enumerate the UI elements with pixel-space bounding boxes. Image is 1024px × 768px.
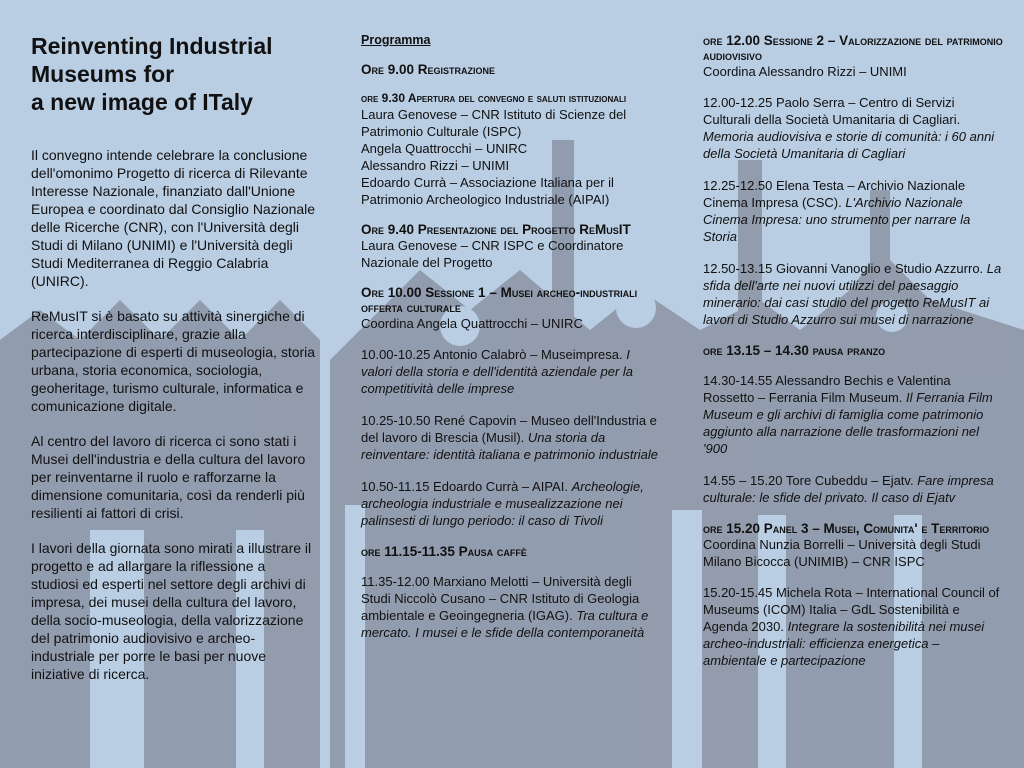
talk-speaker: 15.20-15.45 Michela Rota – International Council of Museums (ICOM) Italia – GdL Sostenibilità e Agenda 2030. bbox=[703, 585, 1000, 634]
talk-item bbox=[703, 584, 1003, 669]
opening-heading: ore 9.30 Apertura del convegno e saluti istituzionali bbox=[361, 91, 627, 105]
greeting-line: Edoardo Currà – Associazione Italiana per il Patrimonio Archeologico Industriale (AIPAI) bbox=[361, 175, 614, 207]
program-column-1 bbox=[361, 33, 661, 656]
session1-block bbox=[361, 285, 661, 332]
intro-paragraph: Il convegno intende celebrare la conclusione dell'omonimo Progetto di ricerca di Rilevante Interesse Nazionale, finanziato dall'Unione Europea e coordinato dal Consiglio Nazionale delle Ricerche (CNR), con l'Università degli Studi di Milano (UNIMI) e l'Università degli Studi Mediterranea di Reggio Calabria (UNIRC). bbox=[31, 147, 316, 289]
talk-title: Il Ferrania Film Museum e gli archivi di famiglia come patrimonio aggiunto alla narrazione delle trasformazioni nel '900 bbox=[703, 390, 993, 456]
session1-heading: Ore 10.00 Sessione 1 – Musei archeo-industriali offerta culturale bbox=[361, 285, 638, 315]
registration-block bbox=[361, 62, 661, 77]
session2-block bbox=[703, 33, 1003, 80]
talk-item bbox=[703, 94, 1003, 162]
session2-heading: ore 12.00 Sessione 2 – Valorizzazione del patrimonio audiovisivo bbox=[703, 33, 1003, 63]
talk-item bbox=[703, 260, 1003, 328]
coordinator-line: Coordina Alessandro Rizzi – UNIMI bbox=[703, 64, 907, 79]
talk-title: Memoria audiovisiva e storie di comunità: i 60 anni della Società Umanitaria di Cagliari bbox=[703, 129, 995, 161]
program-column-2 bbox=[703, 33, 1003, 684]
opening-block bbox=[361, 91, 661, 208]
talk-item bbox=[703, 472, 1003, 506]
intro-paragraph: I lavori della giornata sono mirati a illustrare il progetto e ad allargare la riflessione a studiosi ed esperti nel settore degli archivi di impresa, dei musei della cultura del lavoro, della socio-museologia, della valorizzazione del patrimonio audiovisivo e archeo-industriale per porre le basi per nuove iniziative di ricerca. bbox=[31, 540, 312, 682]
talk-title: Fare impresa culturale: le sfide del privato. Il caso di Ejatv bbox=[703, 473, 994, 505]
talk-item bbox=[361, 573, 661, 641]
talk-title: Integrare la sostenibilità nei musei archeo-industriali: efficienza energetica – ambientale e partecipazione bbox=[703, 619, 985, 668]
talk-title: Una storia da reinventare: identità italiana e patrimonio industriale bbox=[361, 430, 659, 462]
panel3-block bbox=[703, 521, 1003, 570]
title-line: Museums for bbox=[31, 61, 175, 87]
title-line: Reinventing Industrial bbox=[31, 33, 273, 59]
talk-title: Archeologie, archeologia industriale e musealizzazione nei palinsesti di lungo periodo: il caso di Tivoli bbox=[361, 479, 644, 528]
talk-speaker: 12.50-13.15 Giovanni Vanoglio e Studio Azzurro. bbox=[703, 261, 984, 276]
talk-speaker: 11.35-12.00 Marxiano Melotti – Università degli Studi Niccolò Cusano – CNR Istituto di Geologia ambientale e Geoingegneria (IGAG). bbox=[361, 574, 640, 623]
talk-title: Tra cultura e mercato. I musei e le sfide della contemporaneità bbox=[361, 608, 649, 640]
talk-title: La sfida dell'arte nei nuovi utilizzi del paesaggio minerario: dai casi studio del progetto ReMusIT ai lavori di Studio Azzurro sui musei di narrazione bbox=[703, 261, 1002, 327]
talk-item bbox=[703, 372, 1003, 457]
talk-speaker: 10.25-10.50 René Capovin – Museo dell'Industria e del lavoro di Brescia (Musil). bbox=[361, 413, 657, 445]
presentation-block bbox=[361, 222, 661, 271]
talk-item bbox=[361, 478, 661, 529]
coffee-break-block bbox=[361, 544, 661, 559]
talk-speaker: 14.55 – 15.20 Tore Cubeddu – Ejatv. bbox=[703, 473, 914, 488]
programma-heading: Programma bbox=[361, 33, 431, 47]
intro-paragraph: ReMusIT si è basato su attività sinergiche di ricerca interdisciplinare, grazie alla partecipazione di esperti di museologia, storia urbana, storia economica, sociologia, geoheritage, turismo culturale, informatica e comunicazione digitale. bbox=[31, 308, 316, 414]
talk-item bbox=[361, 412, 661, 463]
intro-paragraph: Al centro del lavoro di ricerca ci sono stati i Musei dell'industria e della cultura del lavoro per reinventarne il ruolo e rafforzarne la dimensione comunitaria, così da renderli più resilienti ai fattori di crisi. bbox=[31, 433, 306, 521]
talk-item bbox=[703, 177, 1003, 245]
greeting-line: Laura Genovese – CNR Istituto di Scienze del Patrimonio Culturale (ISPC) bbox=[361, 107, 627, 139]
talk-speaker: 12.00-12.25 Paolo Serra – Centro di Servizi Culturali della Società Umanitaria di Cagliari. bbox=[703, 95, 961, 127]
talk-speaker: 14.30-14.55 Alessandro Bechis e Valentina Rossetto – Ferrania Film Museum. bbox=[703, 373, 951, 405]
lunch-break-block bbox=[703, 343, 1003, 358]
talk-speaker: 12.25-12.50 Elena Testa – Archivio Nazionale Cinema Impresa (CSC). bbox=[703, 178, 966, 210]
talk-speaker: 10.00-10.25 Antonio Calabrò – Museimpresa. bbox=[361, 347, 623, 362]
talk-title: L'Archivio Nazionale Cinema Impresa: uno strumento per narrare la Storia bbox=[703, 195, 971, 244]
presentation-heading: Ore 9.40 Presentazione del Progetto ReMusIT bbox=[361, 222, 631, 237]
talk-item bbox=[361, 346, 661, 397]
intro-text bbox=[31, 146, 316, 683]
lunch-break-heading: ore 13.15 – 14.30 pausa pranzo bbox=[703, 343, 886, 358]
registration-heading: Ore 9.00 Registrazione bbox=[361, 62, 496, 77]
greeting-line: Alessandro Rizzi – UNIMI bbox=[361, 158, 510, 173]
coordinator-line: Coordina Nunzia Borrelli – Università degli Studi Milano Bicocca (UNIMIB) – CNR ISPC bbox=[703, 537, 981, 569]
coordinator-line: Coordina Angela Quattrocchi – UNIRC bbox=[361, 316, 583, 331]
panel3-heading: ore 15.20 Panel 3 – Musei, Comunita' e Territorio bbox=[703, 521, 990, 536]
intro-column bbox=[31, 32, 316, 700]
talk-speaker: 10.50-11.15 Edoardo Currà – AIPAI. bbox=[361, 479, 568, 494]
coffee-break-heading: ore 11.15-11.35 Pausa caffè bbox=[361, 544, 527, 559]
title-line: a new image of ITaly bbox=[31, 89, 253, 115]
greeting-line: Angela Quattrocchi – UNIRC bbox=[361, 141, 528, 156]
presenter-line: Laura Genovese – CNR ISPC e Coordinatore Nazionale del Progetto bbox=[361, 238, 624, 270]
talk-title: I valori della storia e dell'identità aziendale per la competitività delle imprese bbox=[361, 347, 634, 396]
page-title bbox=[31, 32, 316, 116]
